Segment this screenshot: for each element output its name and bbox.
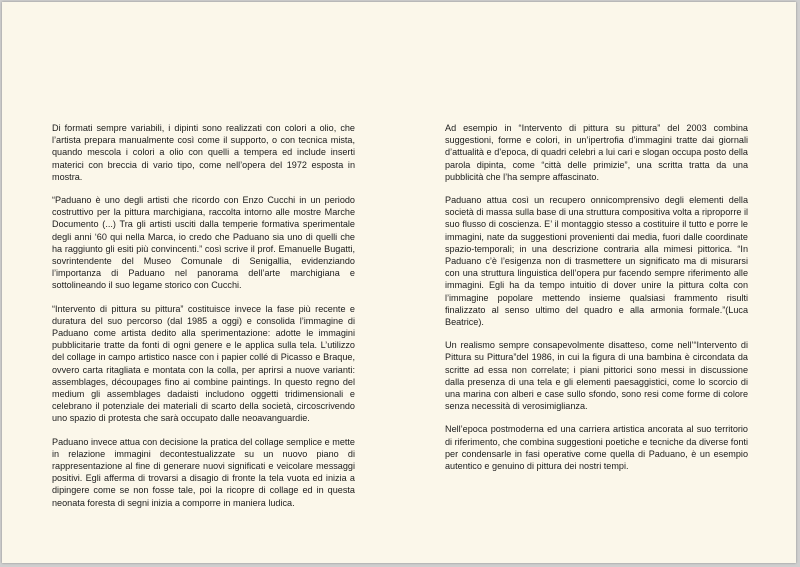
left-text-column xyxy=(52,122,355,520)
paragraph: Paduano invece attua con decisione la pratica del collage semplice e mette in relazione immagini decontestualizzate su un nuovo piano di rappresentazione al fine di generare nuovi significati e veicolare messaggi positivi. Egli afferma di trovarsi a disagio di fronte la tela vuota ed inizia a dipingere come se non fosse tale, poi la ricopre di collage ed in questa neonata foresta di segni inizia a comporre in maniera ludica. xyxy=(52,436,355,508)
paragraph: Nell’epoca postmoderna ed una carriera artistica ancorata al suo territorio di riferimento, che combina suggestioni poetiche e tecniche da diverse fonti per condensarle in fasi operative come quella di Paduano, è un esempio autentico e genuino di pittura dei nostri tempi. xyxy=(445,424,748,472)
paragraph: “Paduano è uno degli artisti che ricordo con Enzo Cucchi in un periodo costruttivo per la pittura marchigiana, raccolta intorno alle mostre Marche Documento (...) Tra gli artisti usciti dalla temperie formativa sperimentale degli anni ‘60 qui nella Marca, io credo che Paduano sia uno di quelli che ha raggiunto gli esiti più convincenti.” così scrive il prof. Emanuelle Bugatti, sovrintendente del Museo Comunale di Senigallia, evidenziando l’importanza di Paduano nel panorama dell’arte marchigiana e sottolineando il suo legame storico con Cucchi. xyxy=(52,195,355,291)
paragraph: Paduano attua così un recupero onnicomprensivo degli elementi della società di massa sulla base di una struttura compositiva volta a riproporre il suo flusso di coscienza. E’ il montaggio stesso a costituire il tutto e porre le immagini, nate da suggestioni provenienti dai media, fuori dalle coordinate spazio-temporali; in una descrizione contraria alla mimesi pittorica. “In Paduano c’è l’esigenza non di trasmettere un significato ma di misurarsi con una struttura linguistica dell’opera pur facendo sempre riferimento alle immagini. Egli ha da tempo intuitio di dover unire la pittura colta con l’immagine popolare mettendo insieme qualsiasi frammento risulti finalizzato al senso ultimo del quadro e alla armonia formale.”(Luca Beatrice). xyxy=(445,195,748,328)
right-text-column xyxy=(445,122,748,483)
paragraph: Di formati sempre variabili, i dipinti sono realizzati con colori a olio, che l’artista prepara manualmente così come il supporto, o con tecnica mista, quando mescola i colori a olio con quelli a tempera ed include inserti materici con breccia di vario tipo, come nell’opera del 1972 esposta in mostra. xyxy=(52,123,355,182)
paragraph: “Intervento di pittura su pittura” costituisce invece la fase più recente e duratura del suo percorso (dal 1985 a oggi) e consolida l’immagine di Paduano come artista dedito alla sperimentazione: adotte le immagini pubblicitarie tratte da fonti di ogni genere e le applica sulla tela. L’utilizzo del collage in campo artistico nasce con i papier collé di Picasso e Braque, ovvero carta ritagliata e montata con la colla, per aprirsi a nuove varianti: assemblages, découpages fino ai combine paintings. In questo regno del medium gli assemblages dadaisti includono oggetti tridimensionali e celebrano il potenziale dei materiali di scarto della società, circoscrivendo uno spazio di protesta che sarà occupato dalle neoavanguardie. xyxy=(52,303,355,424)
document-page xyxy=(2,2,796,563)
paragraph: Ad esempio in “Intervento di pittura su pittura” del 2003 combina suggestioni, forme e colori, in un’ipertrofia d’immagini tratte dai giornali d’attualità e d’epoca, di quadri celebri a lui cari e slogan occupa posto della parola dipinta, come “città delle primizie”, una scritta tratta da una pubblicità che l’ha sempre affascinato. xyxy=(445,123,748,182)
paragraph: Un realismo sempre consapevolmente disatteso, come nell’“Intervento di Pittura su Pittura”del 1986, in cui la figura di una bambina è circondata da scritte ad essa non correlate; i piani pittorici sono messi in discussione dalla presenza di una tela e gli elementi paesaggistici, come lo scorcio di una marina con alberi e case sullo sfondo, sono resi come forme di colore senza necessità di verosimiglianza. xyxy=(445,340,748,412)
